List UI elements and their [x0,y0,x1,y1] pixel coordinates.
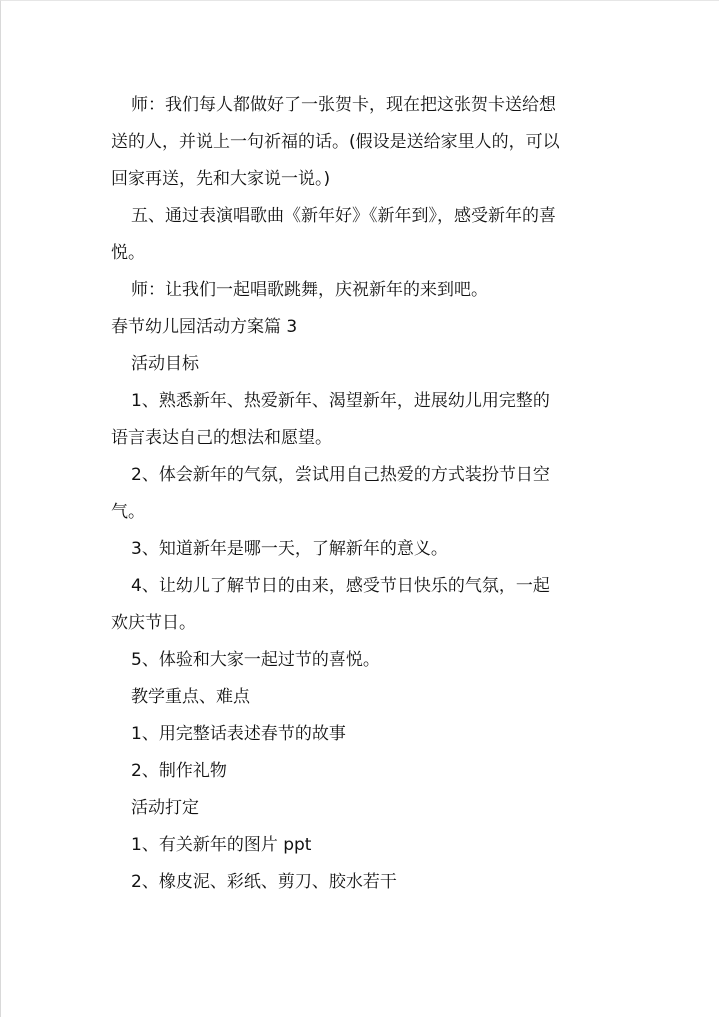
key-points-heading: 教学重点、难点 [131,687,250,707]
text-line: 悦。 [111,243,145,263]
key-point-item: 2、制作礼物 [131,761,227,781]
text-line: 欢庆节日。 [111,613,196,633]
text-line: 5、体验和大家一起过节的喜悦。 [131,650,380,670]
goal-item-3 [111,531,616,568]
text-line: 2、体会新年的气氛，尝试用自己热爱的方式装扮节日空 [131,465,550,485]
text-line: 送的人，并说上一句祈福的话。(假设是送给家里人的，可以 [111,132,560,152]
paragraph-step-five [111,198,616,272]
section-title: 春节幼儿园活动方案篇 3 [111,317,298,337]
goal-item-2 [111,457,616,531]
text-line: 师：我们每人都做好了一张贺卡，现在把这张贺卡送给想 [131,95,556,115]
document-body [111,87,616,901]
text-line: 五、通过表演唱歌曲《新年好》《新年到》，感受新年的喜 [131,206,556,226]
goals-heading: 活动目标 [131,354,199,374]
preparation-item: 2、橡皮泥、彩纸、剪刀、胶水若干 [131,872,397,892]
text-line: 3、知道新年是哪一天，了解新年的意义。 [131,539,448,559]
text-line: 气。 [111,502,145,522]
goal-item-5 [111,642,616,679]
preparation-item: 1、有关新年的图片 ppt [131,835,312,855]
text-line: 师：让我们一起唱歌跳舞，庆祝新年的来到吧。 [131,280,488,300]
goal-item-4 [111,568,616,642]
key-point-item: 1、用完整话表述春节的故事 [131,724,346,744]
text-line: 4、让幼儿了解节日的由来，感受节日快乐的气氛，一起 [131,576,550,596]
text-line: 1、熟悉新年、热爱新年、渴望新年，进展幼儿用完整的 [131,391,550,411]
paragraph-teacher-sing [111,272,616,309]
text-line: 语言表达自己的想法和愿望。 [111,428,332,448]
preparation-heading: 活动打定 [131,798,199,818]
text-line: 回家再送，先和大家说一说。) [111,169,331,189]
goal-item-1 [111,383,616,457]
paragraph-teacher-greeting-card [111,87,616,198]
